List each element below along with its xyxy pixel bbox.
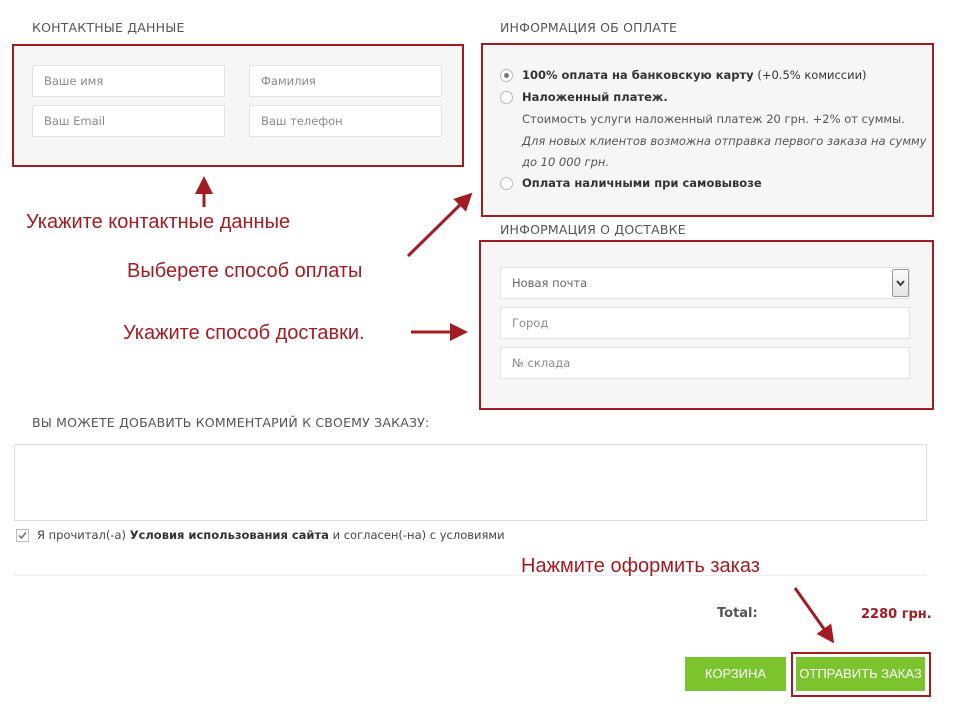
delivery-section-title: ИНФОРМАЦИЯ О ДОСТАВКЕ [500,222,686,237]
arrow-down-icon [795,588,829,636]
delivery-method-value: Новая почта [512,276,588,290]
terms-link[interactable]: Условия использования сайта [129,528,329,542]
arrow-diagonal-icon [408,199,466,256]
payment-cod-label[interactable]: Наложенный платеж. [522,90,668,104]
payment-cash-label[interactable]: Оплата наличными при самовывозе [522,176,762,190]
submit-order-button[interactable]: ОТПРАВИТЬ ЗАКАЗ [796,657,925,691]
annotation-payment: Выберете способ оплаты [127,260,363,282]
payment-cod-note: Стоимость услуги наложенный платеж 20 грн. +2% от суммы. [522,112,905,126]
annotation-delivery: Укажите способ доставки. [123,322,365,344]
contact-section-title: КОНТАКТНЫЕ ДАННЫЕ [32,20,185,35]
comment-section-title: ВЫ МОЖЕТЕ ДОБАВИТЬ КОММЕНТАРИЙ К СВОЕМУ ЗАКАЗУ: [32,415,430,430]
cart-button[interactable]: КОРЗИНА [685,657,786,691]
annotation-submit: Нажмите оформить заказ [521,555,760,577]
payment-card-label[interactable]: 100% оплата на банковскую карту (+0.5% комиссии) [522,68,867,82]
total-value: 2280 грн. [861,607,932,622]
annotation-contact: Укажите контактные данные [26,211,291,233]
total-label: Total: [717,606,758,621]
terms-label: Я прочитал(-а) Условия использования сайта и согласен(-на) с условиями [37,528,505,542]
payment-cod-italic-line2: до 10 000 грн. [522,155,610,169]
payment-section-title: ИНФОРМАЦИЯ ОБ ОПЛАТЕ [500,20,678,35]
payment-cod-italic-line1: Для новых клиентов возможна отправка первого заказа на сумму [522,134,927,148]
